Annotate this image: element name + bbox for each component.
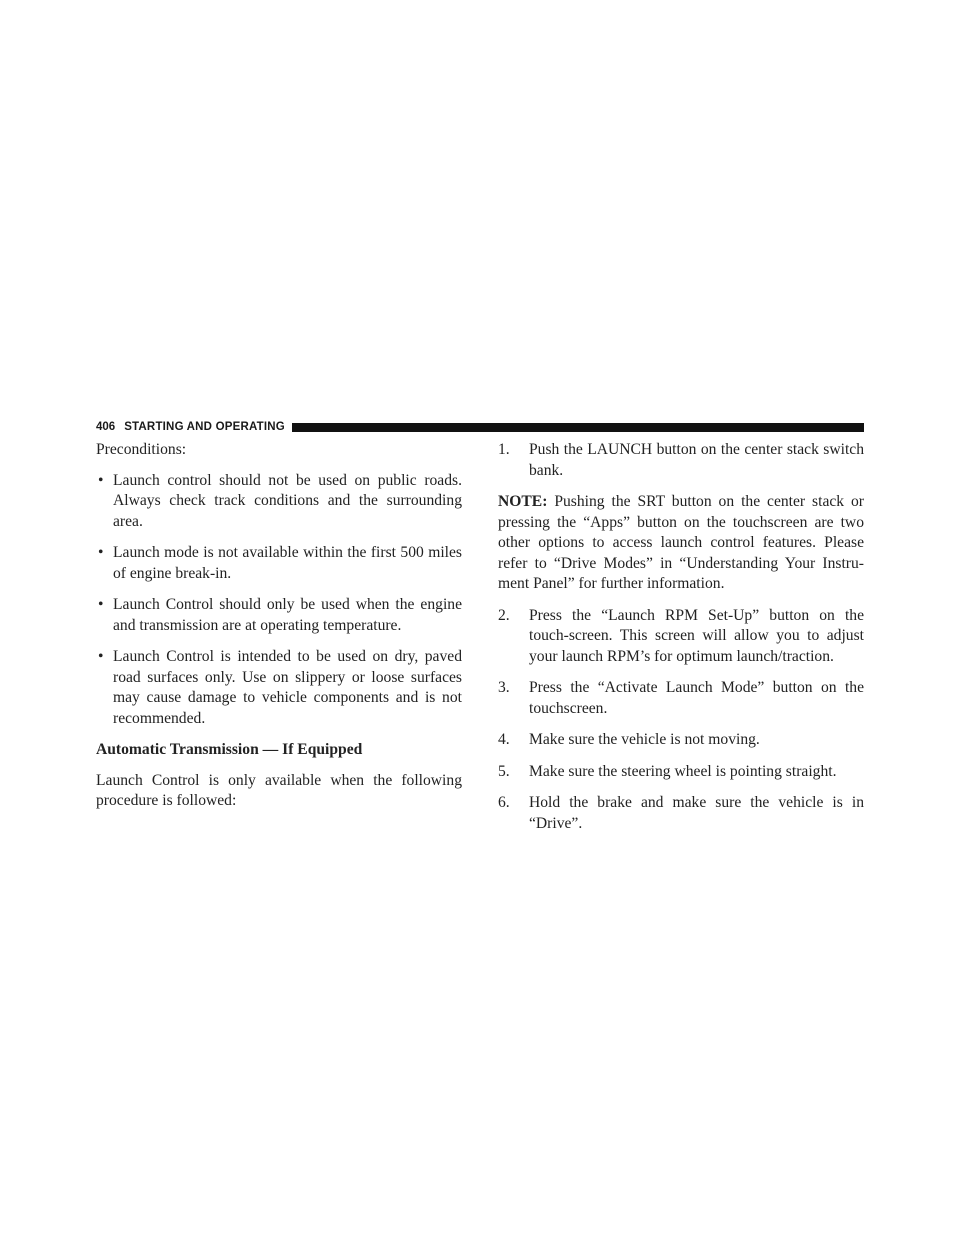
step-number: 2. [498, 606, 510, 624]
step-number: 3. [498, 679, 510, 696]
right-column [498, 440, 864, 845]
step-text: Make sure the steering wheel is pointing straight. [529, 762, 837, 780]
step-number: 1. [498, 441, 510, 458]
step-item [498, 730, 864, 751]
step-text: Press the “Activate Launch Mode” button on the touchscreen. [529, 679, 864, 717]
page-number: 406 [96, 421, 116, 433]
list-item-text: Launch mode is not available within the first 500 miles of engine break-in. [113, 544, 462, 582]
step-number: 4. [498, 731, 510, 748]
intro-paragraph: Launch Control is only available when the following procedure is followed: [96, 771, 462, 809]
page-header [96, 420, 864, 434]
step-item [498, 606, 864, 668]
step-text: Make sure the vehicle is not moving. [529, 731, 760, 748]
step-item [498, 678, 864, 719]
step-text: Press the “Launch RPM Set-Up” button on the touch-screen. This screen will allow you to adjust your launch RPM’s for optimum launch/traction. [529, 606, 864, 665]
bullet-icon: • [98, 544, 104, 561]
step-item [498, 793, 864, 834]
list-item [96, 543, 462, 584]
bullet-icon: • [98, 471, 104, 489]
list-item-text: Launch Control is intended to be used on dry, paved road surfaces only. Use on slippery or loose surfaces may cause damage to vehicle components and is not recommended. [113, 648, 462, 727]
preconditions-list [96, 471, 462, 730]
section-title: STARTING AND OPERATING [124, 421, 285, 433]
note-paragraph [498, 492, 864, 595]
left-column [96, 440, 462, 823]
bullet-icon: • [98, 648, 104, 665]
note-label: NOTE: [498, 493, 548, 510]
list-item [96, 471, 462, 533]
list-item [96, 647, 462, 729]
step-number: 6. [498, 794, 510, 811]
step-number: 5. [498, 762, 510, 780]
subheading: Automatic Transmission — If Equipped [96, 741, 363, 758]
step-text: Hold the brake and make sure the vehicle is in “Drive”. [529, 794, 864, 832]
bullet-icon: • [98, 596, 104, 613]
step-item [498, 440, 864, 481]
step-item [498, 762, 864, 783]
preconditions-label: Preconditions: [96, 441, 187, 458]
list-item-text: Launch Control should only be used when the engine and transmission are at operating temperature. [113, 596, 462, 634]
header-rule [292, 423, 864, 432]
step-text: Push the LAUNCH button on the center stack switch bank. [529, 441, 864, 479]
list-item [96, 595, 462, 636]
list-item-text: Launch control should not be used on public roads. Always check track conditions and the surrounding area. [113, 471, 462, 530]
note-text: Pushing the SRT button on the center stack or pressing the “Apps” button on the touchscreen are two other options to access launch control features. Please refer to “Drive Modes” in “Understanding Your Instru-ment Panel” for further information. [498, 493, 864, 592]
